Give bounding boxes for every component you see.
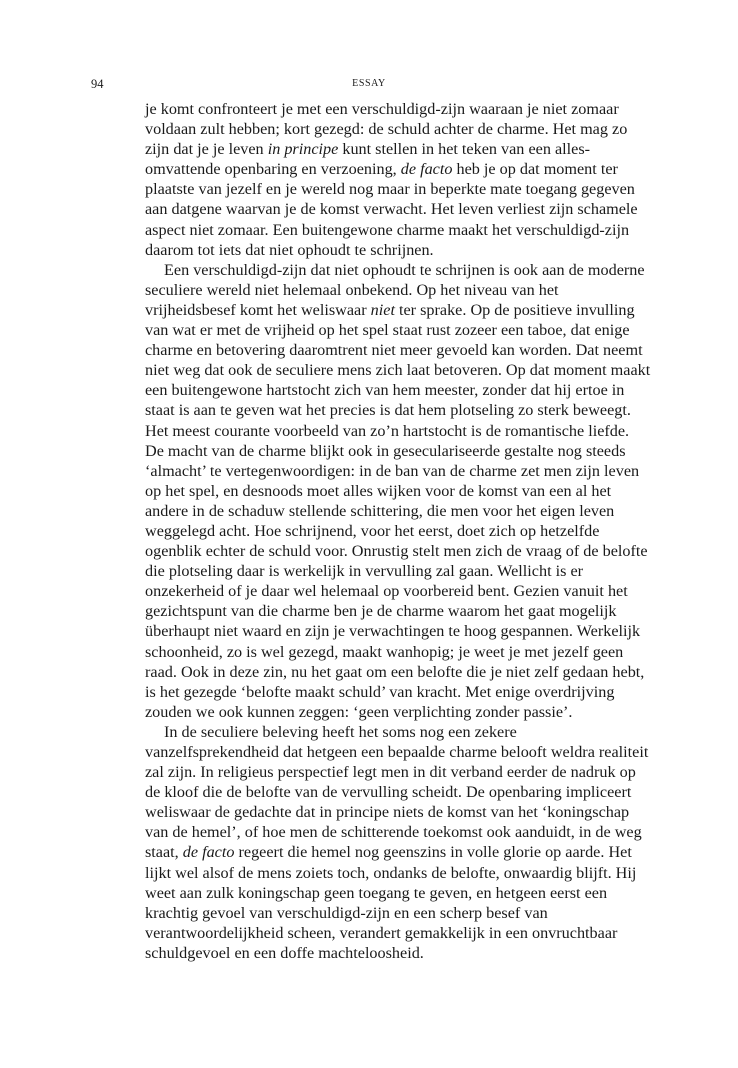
text-segment: krachtig gevoel van verschuldigd-zijn en een scherp besef van bbox=[145, 903, 548, 922]
text-segment: weliswaar de gedachte dat in principe niets de komst van het ‘koningschap bbox=[145, 803, 630, 822]
text-line bbox=[145, 802, 665, 822]
text-segment: aspect niet zomaar. Een buitengewone charme maakt het verschuldigd-zijn bbox=[145, 220, 630, 239]
text-line bbox=[145, 822, 665, 842]
text-line bbox=[145, 380, 665, 400]
text-line bbox=[145, 280, 665, 300]
essay-body bbox=[145, 99, 665, 963]
text-segment: die plotseling daar is werkelijk in vervulling zal gaan. Wellicht is er bbox=[145, 562, 584, 581]
text-segment: Een verschuldigd-zijn dat niet ophoudt te schrijnen is ook aan de moderne bbox=[164, 260, 645, 279]
text-segment: omvattende openbaring en verzoening, bbox=[145, 160, 401, 179]
text-segment: raad. Ook in deze zin, nu het gaat om een belofte die je niet zelf gedaan hebt, bbox=[145, 662, 645, 681]
text-segment: van de hemel’, of hoe men de schitterende toekomst ook aanduidt, in de weg bbox=[145, 823, 642, 842]
text-segment: de kloof die de belofte van de vervulling scheidt. De openbaring impliceert bbox=[145, 783, 632, 802]
text-line bbox=[145, 139, 665, 159]
text-line bbox=[145, 300, 665, 320]
text-segment: ter sprake. Op de positieve invulling bbox=[394, 300, 635, 319]
running-head: ESSAY bbox=[352, 78, 386, 89]
text-segment: ‘almacht’ te vertegenwoordigen: in de ban van de charme zet men zijn leven bbox=[145, 461, 640, 480]
text-segment: van wat er met de vrijheid op het spel staat rust zozeer een taboe, dat enige bbox=[145, 321, 630, 340]
text-segment: vrijheidsbesef komt het weliswaar bbox=[145, 300, 371, 319]
text-line bbox=[145, 400, 665, 420]
text-line bbox=[145, 481, 665, 501]
text-segment: ogenblik echter de schuld voor. Onrustig stelt men zich de vraag of de belofte bbox=[145, 542, 648, 561]
text-line bbox=[145, 461, 665, 481]
text-line bbox=[145, 722, 665, 742]
text-segment: kunt stellen in het teken van een alles- bbox=[338, 140, 591, 159]
text-segment: De macht van de charme blijkt ook in geseculariseerde gestalte nog steeds bbox=[145, 441, 626, 460]
text-line bbox=[145, 923, 665, 943]
paragraph bbox=[145, 99, 665, 260]
page-number: 94 bbox=[91, 77, 104, 91]
text-line bbox=[145, 220, 665, 240]
text-line bbox=[145, 159, 665, 179]
text-line bbox=[145, 903, 665, 923]
text-segment: weet aan zulk koningschap geen toegang te geven, en hetgeen eerst een bbox=[145, 883, 608, 902]
text-line bbox=[145, 179, 665, 199]
text-line bbox=[145, 883, 665, 903]
text-segment: lijkt wel alsof de mens zoiets toch, ondanks de belofte, onwaardig blijft. Hij bbox=[145, 863, 637, 882]
text-line bbox=[145, 340, 665, 360]
italic-text: niet bbox=[370, 300, 395, 319]
text-segment: weggelegd acht. Hoe schrijnend, voor het eerst, doet zich op hetzelfde bbox=[145, 521, 600, 540]
italic-text: de facto bbox=[400, 160, 453, 179]
text-line bbox=[145, 501, 665, 521]
text-segment: zouden we ook kunnen zeggen: ‘geen verplichting zonder passie’. bbox=[145, 702, 573, 721]
text-segment: staat, bbox=[145, 843, 183, 862]
text-segment: schuldgevoel en een doffe machteloosheid. bbox=[145, 943, 424, 962]
text-line bbox=[145, 441, 665, 461]
text-segment: andere in de schaduw stellende schittering, die men voor het eigen leven bbox=[145, 501, 615, 520]
text-segment: überhaupt niet waard en zijn je verwachtingen te hoog gespannen. Werkelijk bbox=[145, 622, 641, 641]
text-segment: staat is aan te geven wat het precies is dat hem plotseling zo sterk beweegt. bbox=[145, 401, 631, 420]
text-line bbox=[145, 199, 665, 219]
text-line bbox=[145, 662, 665, 682]
italic-text: de facto bbox=[182, 843, 235, 862]
text-segment: onzekerheid of je daar wel helemaal op voorbereid bent. Gezien vanuit het bbox=[145, 582, 628, 601]
text-segment: verantwoordelijkheid scheen, verandert gemakkelijk in een onvruchtbaar bbox=[145, 923, 618, 942]
text-line bbox=[145, 601, 665, 621]
text-segment: je komt confronteert je met een verschuldigd-zijn waaraan je niet zomaar bbox=[145, 100, 619, 118]
text-line bbox=[145, 320, 665, 340]
text-line bbox=[145, 621, 665, 641]
text-segment: niet weg dat ook de seculiere mens zich laat betoveren. Op dat moment maakt bbox=[145, 361, 651, 380]
text-segment: vanzelfsprekendheid dat hetgeen een bepaalde charme belooft weldra realiteit bbox=[145, 743, 649, 761]
text-line bbox=[145, 421, 665, 441]
text-segment: voldaan zult hebben; kort gezegd: de schuld achter de charme. Het mag zo bbox=[145, 120, 628, 139]
text-line bbox=[145, 943, 665, 963]
text-segment: plaatste van jezelf en je wereld nog maar in beperkte mate toegang gegeven bbox=[145, 180, 635, 199]
text-segment: In de seculiere beleving heeft het soms nog een zekere bbox=[164, 722, 517, 741]
text-segment: zijn dat je je leven bbox=[145, 140, 268, 159]
text-line bbox=[145, 863, 665, 883]
paragraph bbox=[145, 260, 665, 722]
text-line bbox=[145, 682, 665, 702]
text-segment: daarom tot iets dat niet ophoudt te schrijnen. bbox=[145, 240, 434, 259]
text-segment: seculiere wereld niet helemaal onbekend. Op het niveau van het bbox=[145, 280, 559, 299]
text-line bbox=[145, 702, 665, 722]
text-segment: charme en betovering daaromtrent niet meer gevoeld kan worden. Dat neemt bbox=[145, 341, 643, 360]
text-line bbox=[145, 360, 665, 380]
text-line bbox=[145, 742, 665, 762]
text-segment: is het gezegde ‘belofte maakt schuld’ van kracht. Met enige overdrijving bbox=[145, 682, 615, 701]
text-segment: op het spel, en desnoods moet alles wijken voor de komst van een al het bbox=[145, 481, 612, 500]
text-segment: heb je op dat moment ter bbox=[452, 160, 618, 179]
text-line bbox=[145, 541, 665, 561]
italic-text: in principe bbox=[267, 140, 339, 159]
text-segment: zal zijn. In religieus perspectief legt men in dit verband eerder de nadruk op bbox=[145, 763, 636, 782]
text-line bbox=[145, 521, 665, 541]
text-line bbox=[145, 561, 665, 581]
text-segment: regeert die hemel nog geenszins in volle glorie op aarde. Het bbox=[234, 843, 632, 862]
paragraph bbox=[145, 722, 665, 963]
text-segment: gezichtspunt van die charme ben je de charme waarom het gaat mogelijk bbox=[145, 602, 617, 621]
text-segment: aan datgene waarvan je de komst verwacht. Het leven verliest zijn schamele bbox=[145, 200, 638, 219]
text-line bbox=[145, 260, 665, 280]
text-segment: schoonheid, zo is wel gezegd, maakt wanhopig; je weet je met jezelf geen bbox=[145, 642, 624, 661]
text-line bbox=[145, 99, 665, 119]
text-line bbox=[145, 842, 665, 862]
text-line bbox=[145, 642, 665, 662]
text-line bbox=[145, 119, 665, 139]
text-line bbox=[145, 581, 665, 601]
text-line bbox=[145, 240, 665, 260]
text-line bbox=[145, 762, 665, 782]
text-segment: een buitengewone hartstocht zich van hem meester, zonder dat hij ertoe in bbox=[145, 381, 625, 400]
text-line bbox=[145, 782, 665, 802]
text-segment: Het meest courante voorbeeld van zo’n hartstocht is de romantische liefde. bbox=[145, 421, 630, 440]
